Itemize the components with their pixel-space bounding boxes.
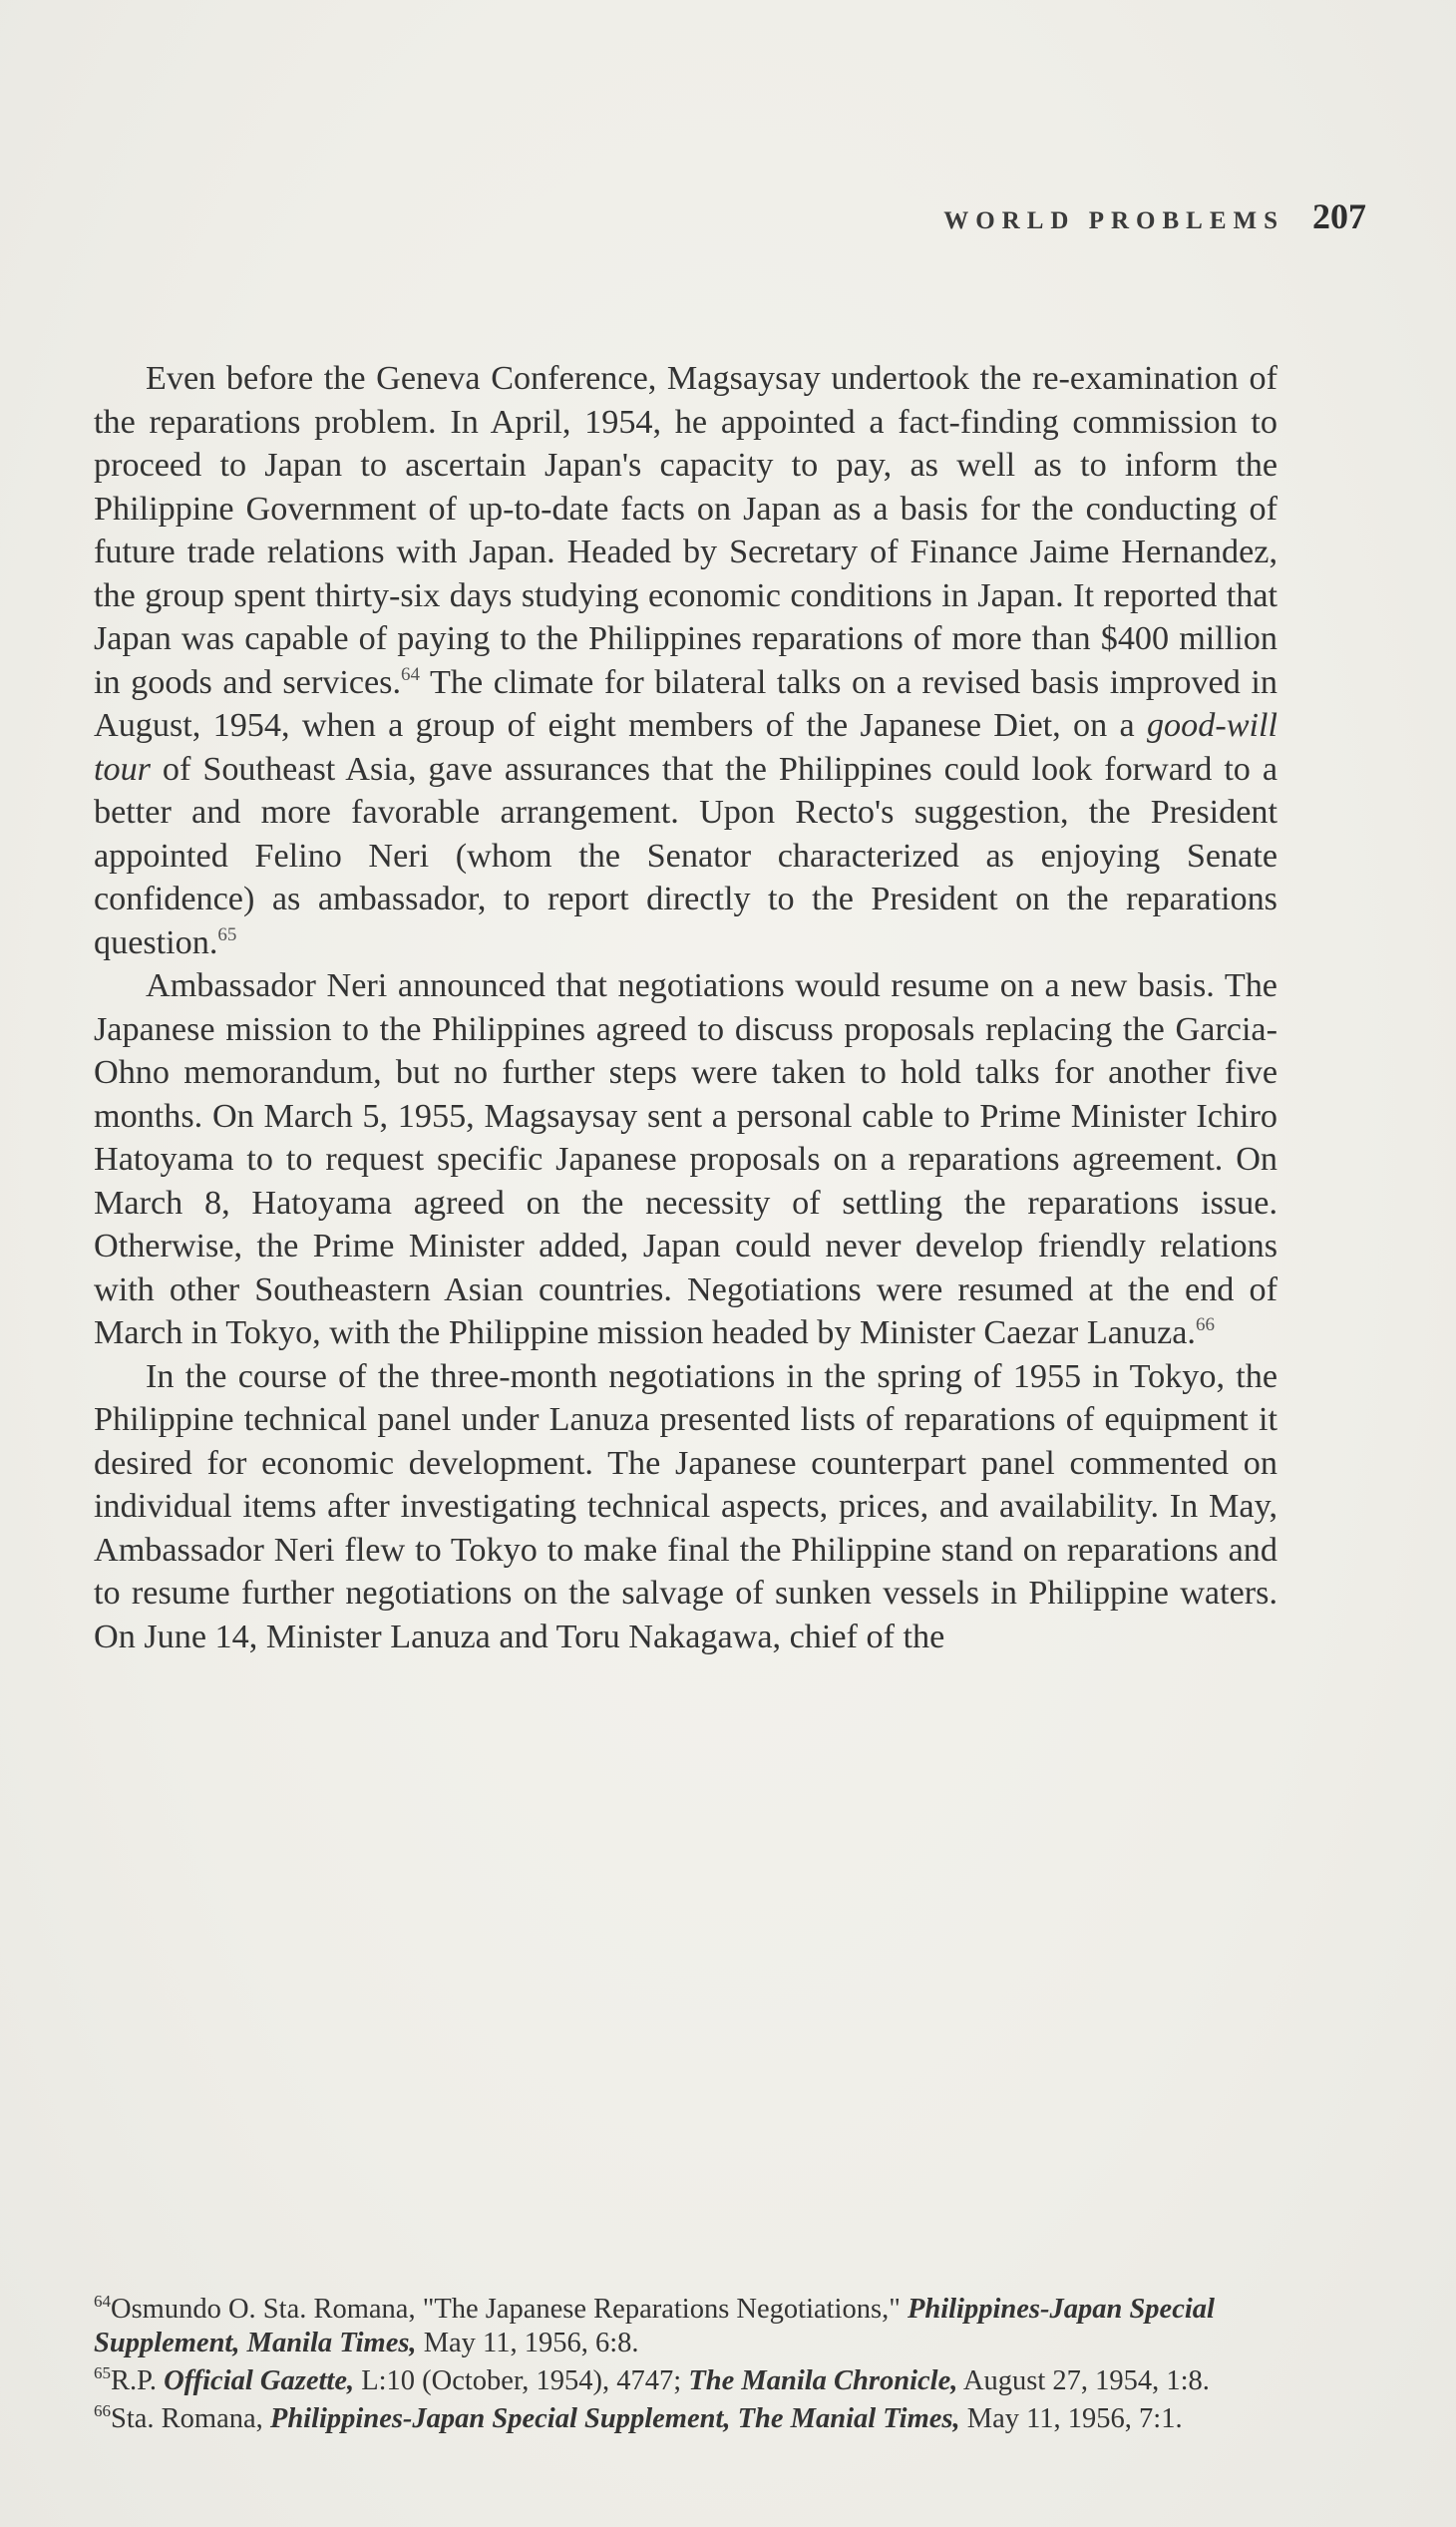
- footnote-emphasis: Philippines-Japan Special Supplement, The Manial Times,: [269, 2403, 960, 2434]
- footnote-reference: 65: [217, 923, 237, 945]
- paragraph-text: The climate for bilateral talks on a revised basis improved in August, 1954, when a group of eight members of the Japanese Diet, on a: [94, 663, 1277, 744]
- paragraph-text: Even before the Geneva Conference, Magsaysay undertook the re-examination of the reparations problem. In April, 1954, he appointed a fact-finding commission to proceed to Japan to ascertain Japan's capacity to pay, as well as to inform the Philippine Government of up-to-date facts on Japan as a basis for the conducting of future trade relations with Japan. Headed by Secretary of Finance Jaime Hernandez, the group spent thirty-six days studying economic conditions in Japan. It reported that Japan was capable of paying to the Philippines reparations of more than $400 million in goods and services.: [94, 360, 1277, 701]
- footnote-emphasis: The Manila Chronicle,: [688, 2365, 958, 2396]
- page-number: 207: [1312, 196, 1366, 236]
- paragraph-text: Ambassador Neri announced that negotiations would resume on a new basis. The Japanese mission to the Philippines agreed to discuss proposals replacing the Garcia-Ohno memorandum, but no further steps were taken to hold talks for another five months. On March 5, 1955, Magsaysay sent a personal cable to Prime Minister Ichiro Hatoyama to to request specific Japanese proposals on a reparations agreement. On March 8, Hatoyama agreed on the necessity of settling the reparations issue. Otherwise, the Prime Minister added, Japan could never develop friendly relations with other Southeastern Asian countries. Negotiations were resumed at the end of March in Tokyo, with the Philippine mission headed by Minister Caezar Lanuza.: [94, 967, 1277, 1351]
- footnote-text: L:10 (October, 1954), 4747;: [354, 2365, 689, 2396]
- footnote: [94, 2402, 1277, 2436]
- footnote-text: May 11, 1956, 6:8.: [416, 2328, 639, 2358]
- paragraph-text: In the course of the three-month negotiations in the spring of 1955 in Tokyo, the Philippine technical panel under Lanuza presented lists of reparations of equipment it desired for economic development. The Japanese counterpart panel commented on individual items after investigating technical aspects, prices, and availability. In May, Ambassador Neri flew to Tokyo to make final the Philippine stand on reparations and to resume further negotiations on the salvage of sunken vessels in Philippine waters. On June 14, Minister Lanuza and Toru Nakagawa, chief of the: [94, 1357, 1277, 1655]
- footnote-text: Sta. Romana,: [111, 2403, 270, 2434]
- footnote-reference: 66: [1195, 1314, 1215, 1335]
- paragraph-emphasis: good-will tour: [94, 707, 1277, 788]
- body-text: [94, 357, 1277, 1658]
- paragraph-text: of Southeast Asia, gave assurances that the Philippines could look forward to a better and more favorable arrangement. Upon Recto's suggestion, the President appointed Felino Neri (whom the Senator characterized as enjoying Senate confidence) as ambassador, to report directly to the President on the reparations question.: [94, 750, 1277, 961]
- footnote: [94, 2293, 1277, 2360]
- footnote-mark: 66: [94, 2401, 111, 2420]
- footnote-text: August 27, 1954, 1:8.: [957, 2365, 1210, 2396]
- paragraph: [94, 1355, 1277, 1659]
- running-title: WORLD PROBLEMS: [943, 207, 1284, 234]
- footnote-text: Osmundo O. Sta. Romana, "The Japanese Reparations Negotiations,": [111, 2294, 908, 2325]
- footnotes: [94, 2293, 1277, 2440]
- footnote-mark: 65: [94, 2363, 111, 2382]
- paragraph: [94, 964, 1277, 1355]
- running-head: [878, 195, 1366, 239]
- paragraph: [94, 357, 1277, 964]
- footnote-mark: 64: [94, 2292, 111, 2311]
- footnote-emphasis: Philippines-Japan Special Supplement, Manila Times,: [94, 2294, 1215, 2358]
- footnote-text: R.P.: [111, 2365, 165, 2396]
- footnote-text: May 11, 1956, 7:1.: [959, 2403, 1183, 2434]
- footnote-reference: 64: [401, 663, 421, 685]
- footnote-emphasis: Official Gazette,: [164, 2365, 355, 2396]
- footnote: [94, 2364, 1277, 2398]
